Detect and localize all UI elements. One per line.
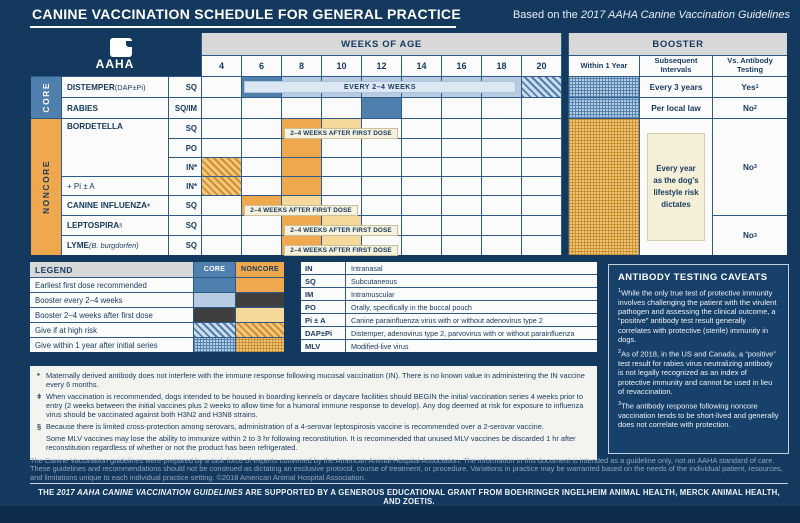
aaha-logo-icon [110, 38, 132, 57]
grid-cell-wk8 [282, 139, 321, 157]
caveats-list [618, 288, 779, 430]
week-col-label-18: 18 [482, 56, 521, 76]
grid-cell-wk20 [522, 119, 561, 138]
schedule-tag-label: 2–4 WEEKS AFTER FIRST DOSE [244, 205, 358, 216]
title-underline [30, 26, 456, 28]
grid-cell-wk6 [242, 139, 281, 157]
aaha-logo [31, 33, 201, 76]
grid-cell-wk14 [402, 119, 441, 138]
route-label: SQ [169, 119, 201, 138]
grid-cell-wk8 [282, 177, 321, 195]
booster-col-label-0: Within 1 Year [569, 56, 639, 76]
grid-cell-wk12 [362, 158, 401, 176]
abbr-meaning: Modified-live virus [346, 340, 597, 352]
booster-col-label-2: Vs. Antibody Testing [713, 56, 787, 76]
antibody-testing-cell: Yes 1 [713, 77, 787, 97]
vaccine-name: DISTEMPER (DAP±Pi) [62, 77, 168, 97]
aaha-logo-text: AAHA [95, 57, 135, 71]
grid-cell-wk18 [482, 139, 521, 157]
week-col-label-12: 12 [362, 56, 401, 76]
route-label: SQ [169, 236, 201, 255]
footnote-text: Because there is limited cross-protection among serovars, administration of a 4-serovar leptospirosis vaccine is recommended over a 2-serovar vaccine. [46, 422, 544, 432]
grid-cell-wk16 [442, 216, 481, 235]
vaccine-name: RABIES [62, 98, 168, 118]
grid-cell-wk20 [522, 196, 561, 215]
route-label: SQ [169, 77, 201, 97]
abbr-meaning: Canine parainfluenza virus with or without adenovirus type 2 [346, 314, 597, 326]
abbr-key: DAP±Pi [301, 327, 345, 339]
antibody-testing-cell: No 2 [713, 98, 787, 118]
grid-cell-wk18 [482, 98, 521, 118]
legend-label: Give if at high risk [30, 323, 193, 337]
grid-cell-wk20 [522, 216, 561, 235]
grid-cell-wk4 [202, 98, 241, 118]
grid-cell-wk18 [482, 216, 521, 235]
abbr-key: Pi ± A [301, 314, 345, 326]
footnote-marker: § [37, 422, 42, 432]
footer-rest: ARE SUPPORTED BY A GENEROUS EDUCATIONAL GRANT FROM BOEHRINGER INGELHEIM ANIMAL HEALTH, MERCK ANIMAL HEALTH, AND ZOETIS. [243, 488, 780, 506]
schedule-band-label: EVERY 2–4 WEEKS [244, 81, 516, 93]
weeks-of-age-header: WEEKS OF AGE [202, 33, 561, 55]
footnote-marker: * [37, 371, 40, 380]
abbr-key: SQ [301, 275, 345, 287]
week-col-label-20: 20 [522, 56, 561, 76]
page-subtitle [513, 9, 790, 21]
caveat-item: $^2$As of 2018, in the US and Canada, a “positive” test result for rabies virus neutralizing antibody is not legally recognized as an index of protective immunity and cannot be used in lieu of revaccination. [618, 349, 776, 396]
legend-core-swatch [194, 308, 235, 322]
footnote-text: Maternally derived antibody does not interfere with the immune response following mucosal vaccination (IN). There is no known value in administering the IN vaccine every 6 months. [46, 371, 585, 390]
caveats-title: ANTIBODY TESTING CAVEATS [618, 272, 768, 283]
vaccine-name: LEPTOSPIRA § [62, 216, 168, 235]
disclaimer-text: The Canine Vaccination guidelines were prepared by a task force of experts convened by the American Animal Hospital Association. The information in this document is intended as a guideline only, not an AAHA standard of care. These guidelines and recommendations should not be construed as dictating an exclusive protocol, course of treatment, or procedure. Variations in practice may be warranted based on the needs of the individual patient, resources, and limitations unique to each individual practice setting. ©2018 American Animal Hospital Association. [30, 456, 783, 482]
footer-credit [30, 488, 788, 506]
grid-cell-wk18 [482, 119, 521, 138]
grid-cell-wk18 [482, 177, 521, 195]
abbr-meaning: Intranasal [346, 262, 597, 274]
grid-cell-wk14 [402, 196, 441, 215]
legend-noncore-header: NONCORE [236, 262, 284, 277]
route-label: SQ/IM [169, 98, 201, 118]
grid-cell-wk4 [202, 236, 241, 255]
grid-cell-wk12 [362, 98, 401, 118]
grid-cell-wk16 [442, 158, 481, 176]
noncore-interval-cell [640, 119, 712, 255]
grid-cell-wk16 [442, 119, 481, 138]
abbr-meaning: Orally, specifically in the buccal pouch [346, 301, 597, 313]
legend-table [30, 262, 284, 352]
table-gap [562, 33, 568, 255]
abbreviations-table [301, 262, 597, 352]
grid-cell-wk18 [482, 158, 521, 176]
footnotes-box [30, 366, 597, 460]
grid-cell-wk16 [442, 196, 481, 215]
grid-cell-wk6 [242, 158, 281, 176]
legend-core-swatch [194, 278, 235, 292]
legend-label: Booster every 2–4 weeks [30, 293, 193, 307]
grid-cell-wk20 [522, 77, 561, 97]
abbr-key: MLV [301, 340, 345, 352]
lifestyle-callout: Every year as the dog's lifestyle risk dictates [647, 133, 705, 241]
footnote [37, 434, 590, 452]
vaccine-name: + Pi ± A [62, 177, 168, 195]
grid-cell-wk20 [522, 98, 561, 118]
week-col-label-14: 14 [402, 56, 441, 76]
vaccine-name: BORDETELLA [62, 119, 168, 176]
footer-divider [30, 483, 788, 484]
route-label: SQ [169, 216, 201, 235]
abbr-meaning: Distemper, adenovirus type 2, parvovirus with or without parainfluenza [346, 327, 597, 339]
booster-interval-cell: Every 3 years [640, 77, 712, 97]
booster-col-label-1: Subsequent Intervals [640, 56, 712, 76]
grid-cell-wk20 [522, 139, 561, 157]
antibody-caveats-panel [608, 264, 789, 454]
grid-cell-wk4 [202, 216, 241, 235]
grid-cell-wk6 [242, 119, 281, 138]
footnote [37, 371, 590, 389]
grid-cell-wk10 [322, 177, 361, 195]
within-1-year-cell [569, 77, 639, 97]
route-label: SQ [169, 196, 201, 215]
vaccine-name: LYME (B. burgdorferi) [62, 236, 168, 255]
week-col-label-8: 8 [282, 56, 321, 76]
grid-cell-wk16 [442, 177, 481, 195]
grid-cell-wk6 [242, 216, 281, 235]
noncore-antibody-cell-0: No 3 [713, 119, 787, 215]
grid-cell-wk8 [282, 98, 321, 118]
schedule-tag-label: 2–4 WEEKS AFTER FIRST DOSE [284, 128, 398, 139]
noncore-antibody-cell-1: No 3 [713, 216, 787, 255]
subtitle-prefix: Based on the [512, 9, 581, 21]
footnote [37, 392, 590, 419]
legend-core-swatch [194, 293, 235, 307]
page-title: CANINE VACCINATION SCHEDULE FOR GENERAL PRACTICE [32, 6, 461, 22]
abbr-key: IM [301, 288, 345, 300]
legend-label: Booster 2–4 weeks after first dose [30, 308, 193, 322]
grid-cell-wk16 [442, 98, 481, 118]
grid-cell-wk14 [402, 216, 441, 235]
noncore-label: NONCORE [41, 160, 51, 214]
grid-cell-wk6 [242, 98, 281, 118]
core-sidebar [31, 77, 61, 118]
vaccine-name: CANINE INFLUENZA ǂ [62, 196, 168, 215]
legend-noncore-swatch [236, 338, 284, 352]
caveat-item: $^3$The antibody response following noncore vaccination tends to be short-lived and generally does not correlate with protection. [618, 401, 779, 430]
grid-cell-wk18 [482, 196, 521, 215]
grid-cell-wk16 [442, 139, 481, 157]
grid-cell-wk20 [522, 177, 561, 195]
grid-cell-wk10 [322, 158, 361, 176]
within-1-year-cell [569, 98, 639, 118]
abbr-key: PO [301, 301, 345, 313]
noncore-sidebar [31, 119, 61, 255]
route-label: IN* [169, 158, 201, 176]
grid-cell-wk4 [202, 177, 241, 195]
week-col-label-16: 16 [442, 56, 481, 76]
footnote-text: When vaccination is recommended, dogs intended to be housed in boarding kennels or daycare facilities should BEGIN the initial vaccination series 4 weeks prior to entry (2 weeks between the initial vaccines plus 2 weeks to allow time for a humoral immune response to develop). Any dog deemed at risk for exposure to influenza virus should be vaccinated against both H3N2 and H3N8 strains. [46, 392, 584, 420]
grid-cell-wk16 [442, 236, 481, 255]
grid-cell-wk14 [402, 139, 441, 157]
noncore-within-1-year-cell [569, 119, 639, 255]
grid-cell-wk12 [362, 139, 401, 157]
legend-noncore-swatch [236, 323, 284, 337]
grid-cell-wk14 [402, 158, 441, 176]
schedule-tag-label: 2–4 WEEKS AFTER FIRST DOSE [284, 245, 398, 256]
subtitle-guidelines: 2017 AAHA Canine Vaccination Guidelines [580, 9, 790, 21]
core-label: CORE [41, 82, 51, 113]
grid-cell-wk20 [522, 236, 561, 255]
grid-cell-wk14 [402, 177, 441, 195]
grid-cell-wk14 [402, 98, 441, 118]
route-label: IN* [169, 177, 201, 195]
booster-interval-cell: Per local law [640, 98, 712, 118]
legend-core-header: CORE [194, 262, 235, 277]
grid-cell-wk18 [482, 236, 521, 255]
booster-header: BOOSTER [569, 33, 787, 55]
abbr-meaning: Subcutaneous [346, 275, 597, 287]
grid-cell-wk12 [362, 196, 401, 215]
schedule-table [31, 33, 787, 255]
schedule-tag-label: 2–4 WEEKS AFTER FIRST DOSE [284, 225, 398, 236]
legend-title: LEGEND [30, 262, 193, 277]
footnote-marker [37, 434, 46, 452]
legend-noncore-swatch [236, 293, 284, 307]
abbr-meaning: Intramuscular [346, 288, 597, 300]
week-col-label-10: 10 [322, 56, 361, 76]
legend-label: Earliest first dose recommended [30, 278, 193, 292]
grid-cell-wk4 [202, 119, 241, 138]
grid-cell-wk6 [242, 177, 281, 195]
legend-noncore-swatch [236, 278, 284, 292]
footer-prefix: THE [38, 488, 57, 497]
legend-label: Give within 1 year after initial series [30, 338, 193, 352]
legend-core-swatch [194, 338, 235, 352]
grid-cell-wk10 [322, 139, 361, 157]
grid-cell-wk4 [202, 196, 241, 215]
grid-cell-wk10 [322, 98, 361, 118]
week-col-label-6: 6 [242, 56, 281, 76]
footnote-marker: ǂ [37, 392, 42, 402]
grid-cell-wk20 [522, 158, 561, 176]
bottom-strip [0, 506, 800, 523]
grid-cell-wk6 [242, 236, 281, 255]
footnote [37, 422, 590, 431]
grid-cell-wk14 [402, 236, 441, 255]
abbr-key: IN [301, 262, 345, 274]
grid-cell-wk8 [282, 158, 321, 176]
caveat-item: $^1$While the only true test of protective immunity involves challenging the patient with the virulent pathogen and assessing the clinical outcome, a “positive” antibody test result generally correlates with protective (sterile) immunity in dogs. [618, 288, 777, 344]
footnote-text: Some MLV vaccines may lose the ability to immunize within 2 to 3 hr following reconstitution. It is recommended that unused MLV vaccines be discarded 1 hr after reconstitution regardless of whether or not the product has been refrigerated. [46, 434, 576, 453]
footer-guidelines: 2017 AAHA CANINE VACCINATION GUIDELINES [56, 488, 244, 497]
grid-cell-wk4 [202, 77, 241, 97]
grid-cell-wk12 [362, 177, 401, 195]
grid-cell-wk4 [202, 139, 241, 157]
week-col-label-4: 4 [202, 56, 241, 76]
grid-cell-wk4 [202, 158, 241, 176]
legend-core-swatch [194, 323, 235, 337]
route-label: PO [169, 139, 201, 157]
legend-noncore-swatch [236, 308, 284, 322]
